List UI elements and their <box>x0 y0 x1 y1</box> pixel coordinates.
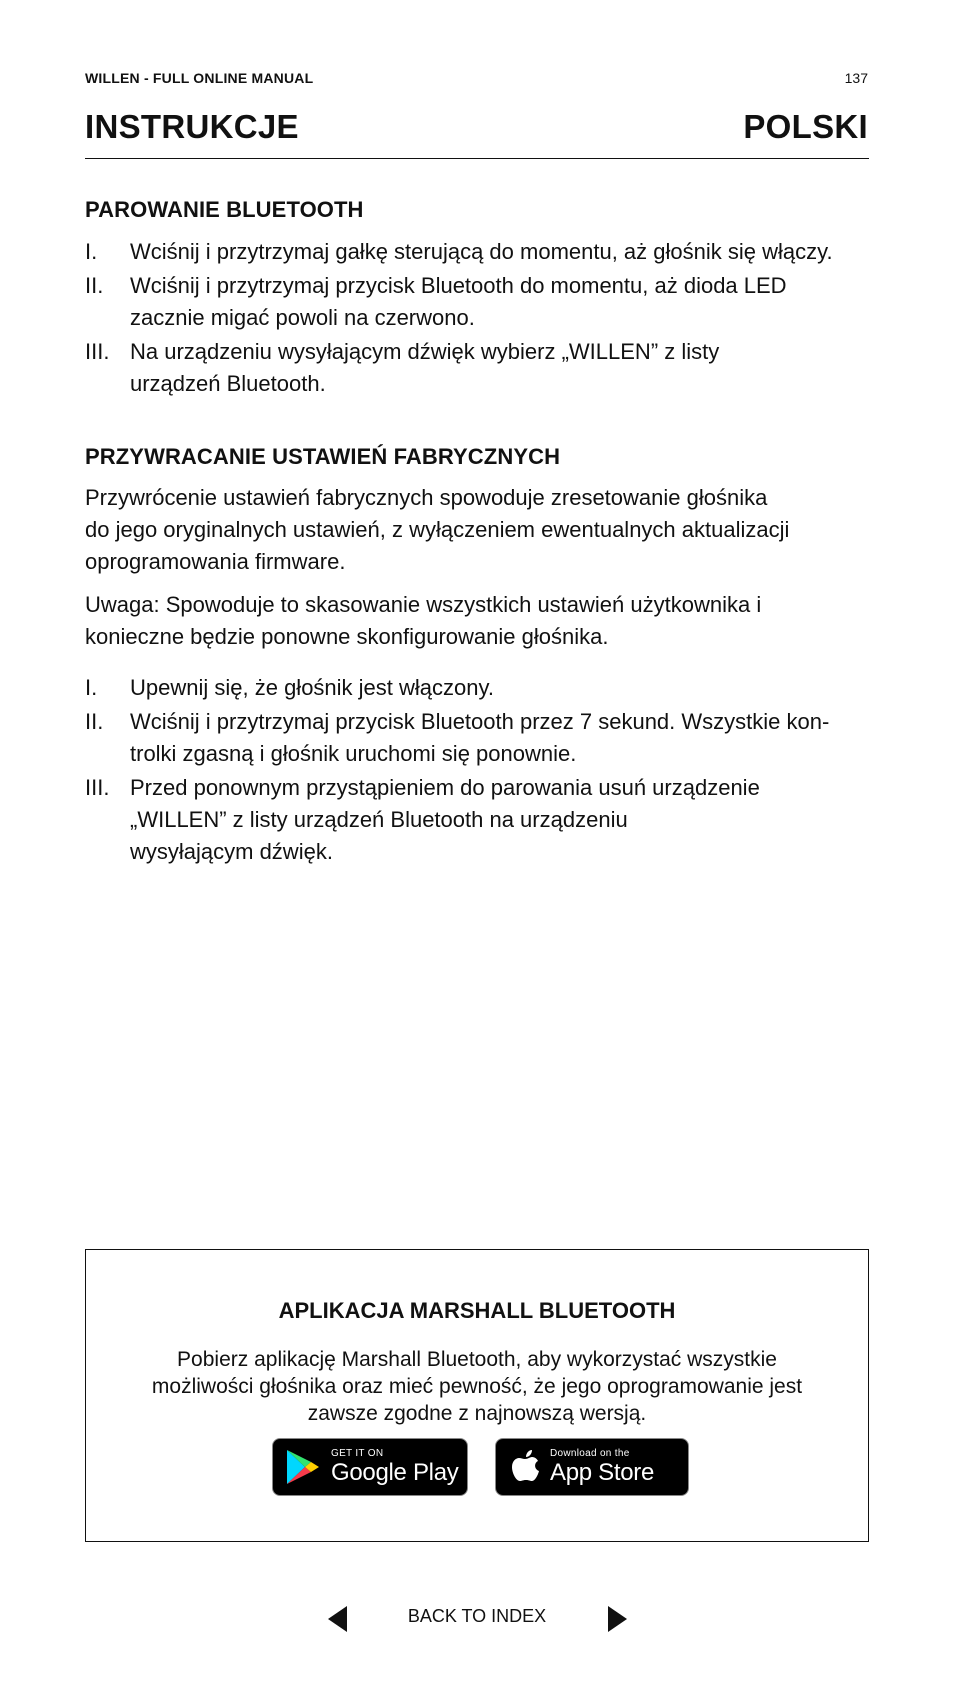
step-text: Wciśnij i przytrzymaj gałkę sterującą do momentu, aż głośnik się włączy. <box>130 239 833 264</box>
header-divider <box>85 158 869 159</box>
step-number: II. <box>85 709 104 734</box>
step-text: Wciśnij i przytrzymaj przycisk Bluetooth przez 7 sekund. Wszystkie kon- trolki zgasną i głośnik uruchomi się ponownie. <box>130 709 830 766</box>
back-to-index-link[interactable]: BACK TO INDEX <box>407 1606 547 1626</box>
google-play-big-text: Google Play <box>331 1459 459 1486</box>
app-store-badge[interactable] <box>495 1438 689 1496</box>
list-item <box>85 772 885 868</box>
app-box-heading: APLIKACJA MARSHALL BLUETOOTH <box>278 1298 676 1323</box>
google-play-small-text: GET IT ON <box>331 1448 384 1459</box>
step-text: Upewnij się, że głośnik jest włączony. <box>130 675 494 700</box>
section-title: INSTRUKCJE <box>85 108 299 145</box>
document-title: WILLEN - FULL ONLINE MANUAL <box>85 70 314 86</box>
list-item <box>85 672 885 704</box>
step-text: Na urządzeniu wysyłającym dźwięk wybierz „WILLEN” z listy urządzeń Bluetooth. <box>130 339 720 396</box>
list-item <box>85 336 885 400</box>
step-text: Przed ponownym przystąpieniem do parowania usuń urządzenie „WILLEN” z listy urządzeń Bluetooth na urządzeniu wysyłającym dźwięk. <box>130 775 760 864</box>
google-play-badge[interactable] <box>272 1438 468 1496</box>
list-item <box>85 270 885 334</box>
reset-heading: PRZYWRACANIE USTAWIEŃ FABRYCZNYCH <box>85 444 561 469</box>
list-item <box>85 236 885 268</box>
app-store-small-text: Download on the <box>550 1448 630 1459</box>
arrow-right-icon[interactable] <box>608 1606 627 1632</box>
app-info-box <box>85 1249 869 1542</box>
app-store-big-text: App Store <box>550 1459 655 1486</box>
step-number: II. <box>85 273 104 298</box>
step-number: III. <box>85 775 110 800</box>
step-number: III. <box>85 339 110 364</box>
pairing-heading: PAROWANIE BLUETOOTH <box>85 197 364 222</box>
reset-intro: Przywrócenie ustawień fabrycznych spowoduje zresetowanie głośnika do jego oryginalnych ustawień, z wyłączeniem ewentualnych aktualizacji oprogramowania firmware. <box>85 485 790 574</box>
google-play-icon <box>285 1448 321 1486</box>
language-title: POLSKI <box>743 108 868 145</box>
reset-steps <box>85 672 885 870</box>
app-box-text: Pobierz aplikację Marshall Bluetooth, aby wykorzystać wszystkie możliwości głośnika oraz mieć pewność, że jego oprogramowanie jest zawsze zgodne z najnowszą wersją. <box>151 1348 803 1425</box>
reset-note: Uwaga: Spowoduje to skasowanie wszystkich ustawień użytkownika i konieczne będzie ponowne skonfigurowanie głośnika. <box>85 592 762 649</box>
list-item <box>85 706 885 770</box>
page-navigation <box>0 1602 954 1642</box>
apple-icon <box>510 1449 540 1485</box>
pairing-steps <box>85 236 885 402</box>
step-number: I. <box>85 239 98 264</box>
step-number: I. <box>85 675 98 700</box>
page-number: 137 <box>844 70 868 86</box>
step-text: Wciśnij i przytrzymaj przycisk Bluetooth do momentu, aż dioda LED zacznie migać powoli na czerwono. <box>130 273 787 330</box>
